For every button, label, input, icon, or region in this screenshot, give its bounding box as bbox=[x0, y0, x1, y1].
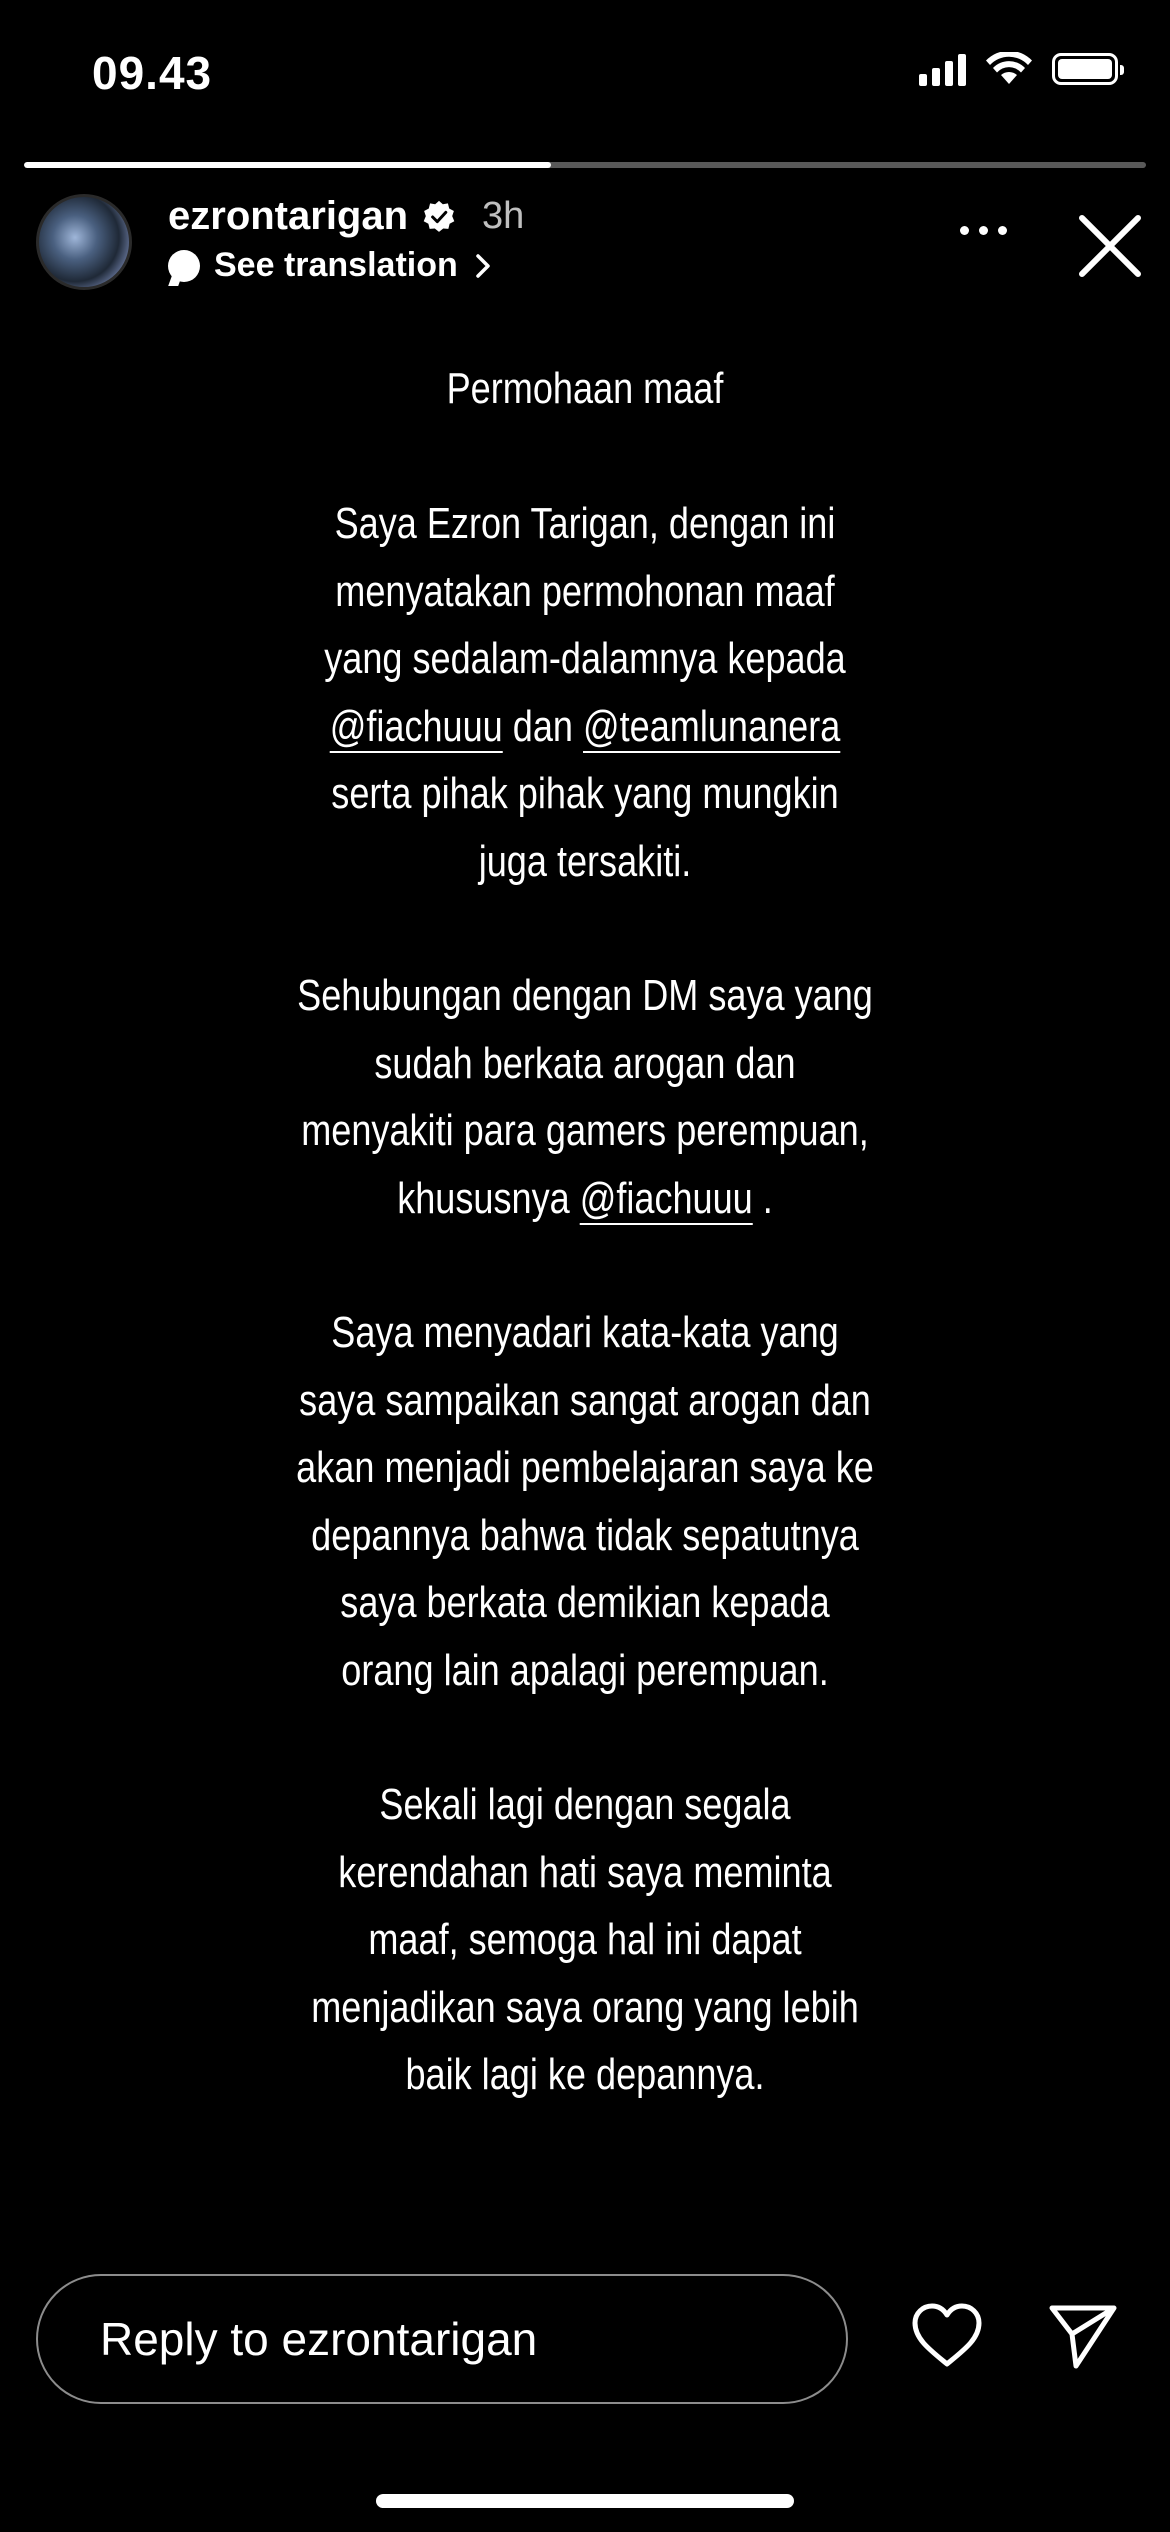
story-line: depannya bahwa tidak sepatutnya bbox=[311, 1510, 859, 1560]
story-paragraph bbox=[0, 490, 1170, 895]
story-line: sudah berkata arogan dan bbox=[374, 1038, 796, 1088]
chevron-right-icon bbox=[472, 252, 494, 280]
reply-placeholder: Reply to ezrontarigan bbox=[100, 2313, 538, 2365]
cellular-signal-icon bbox=[919, 52, 966, 86]
battery-icon bbox=[1052, 53, 1118, 85]
translation-bubble-icon bbox=[168, 250, 200, 282]
story-line: serta pihak pihak yang mungkin bbox=[331, 769, 839, 818]
home-indicator[interactable] bbox=[376, 2494, 794, 2508]
story-line: baik lagi ke depannya. bbox=[405, 2050, 765, 2099]
more-options-icon[interactable] bbox=[960, 226, 1007, 235]
story-line: juga tersakiti. bbox=[478, 836, 692, 886]
close-icon[interactable] bbox=[1074, 210, 1146, 282]
see-translation-button[interactable] bbox=[168, 246, 494, 285]
story-title: Permohaan maaf bbox=[446, 364, 724, 413]
story-paragraph bbox=[0, 962, 1170, 1232]
mention-link[interactable]: @fiachuuu bbox=[579, 1173, 753, 1223]
story-paragraph bbox=[0, 1299, 1170, 1704]
story-progress-bar bbox=[24, 162, 1146, 168]
story-line: Sekali lagi dengan segala bbox=[379, 1780, 791, 1829]
username[interactable]: ezrontarigan bbox=[168, 194, 409, 238]
story-line: maaf, semoga hal ini dapat bbox=[368, 1915, 802, 1964]
heart-icon[interactable] bbox=[910, 2302, 984, 2370]
username-row bbox=[168, 194, 524, 239]
story-line: menjadikan saya orang yang lebih bbox=[311, 1982, 859, 2032]
story-line: akan menjadi pembelajaran saya ke bbox=[296, 1443, 874, 1492]
status-time: 09.43 bbox=[92, 47, 213, 99]
send-icon[interactable] bbox=[1048, 2302, 1118, 2372]
story-line: orang lain apalagi perempuan. bbox=[341, 1645, 829, 1695]
wifi-icon bbox=[986, 52, 1032, 86]
story-line: menyakiti para gamers perempuan, bbox=[301, 1106, 869, 1155]
post-time: 3h bbox=[482, 195, 525, 237]
mention-link[interactable]: @teamlunanera bbox=[583, 701, 841, 751]
verified-badge-icon bbox=[422, 200, 456, 234]
story-text bbox=[0, 355, 1170, 2109]
story-line: Sehubungan dengan DM saya yang bbox=[297, 971, 873, 1020]
story-line: saya sampaikan sangat arogan dan bbox=[299, 1375, 871, 1425]
avatar[interactable] bbox=[36, 194, 132, 290]
status-icons bbox=[919, 52, 1118, 86]
story-line: menyatakan permohonan maaf bbox=[335, 566, 835, 616]
story-line: kerendahan hati saya meminta bbox=[338, 1847, 832, 1897]
story-line-mention: khususnya @fiachuuu . bbox=[397, 1173, 773, 1223]
story-line-mentions: @fiachuuu dan @teamlunanera bbox=[329, 701, 841, 751]
story-line: Saya menyadari kata-kata yang bbox=[331, 1308, 839, 1357]
story-progress-fill bbox=[24, 162, 551, 168]
mention-link[interactable]: @fiachuuu bbox=[329, 701, 503, 751]
story-line: saya berkata demikian kepada bbox=[340, 1578, 830, 1627]
story-paragraph bbox=[0, 1771, 1170, 2109]
see-translation-label: See translation bbox=[214, 246, 458, 284]
reply-input[interactable] bbox=[36, 2274, 848, 2404]
story-line: yang sedalam-dalamnya kepada bbox=[324, 634, 846, 683]
story-line: Saya Ezron Tarigan, dengan ini bbox=[334, 499, 836, 548]
